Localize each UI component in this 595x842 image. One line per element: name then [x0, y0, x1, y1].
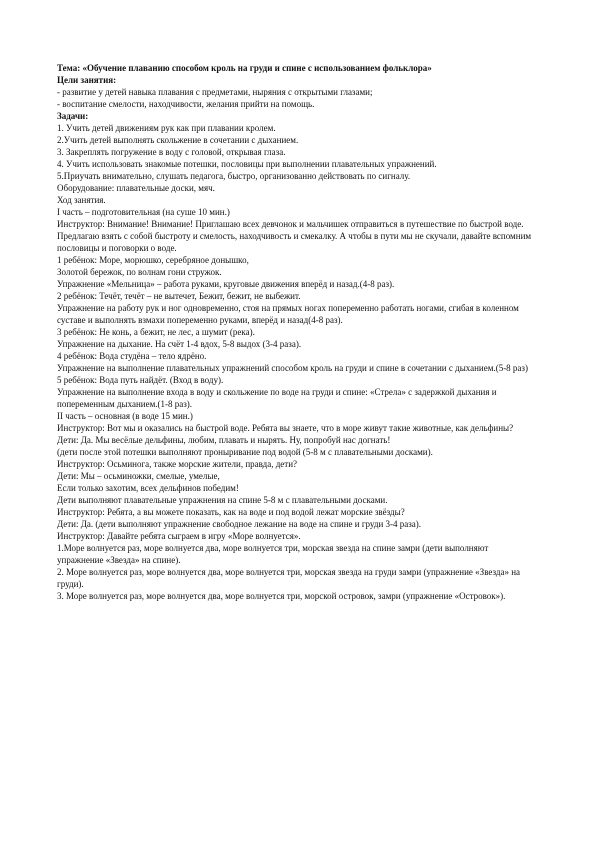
- exercise-line: Дети выполняют плавательные упражнения на спине 5-8 м с плавательными досками.: [57, 495, 388, 505]
- game-step: 1.Море волнуется раз, море волнуется два, море волнуется три, морская звезда на спине замри (дети выполняют упражнение «Звезда» на спине).: [57, 543, 489, 565]
- tasks-heading: Задачи:: [57, 111, 89, 121]
- exercise-line: Упражнение на выполнение плавательных упражнений способом кроль на груди и спине в сочетании с дыханием.(5-8 раз): [57, 363, 528, 373]
- child-line: 3 ребёнок: Не конь, а бежит, не лес, а шумит (река).: [57, 327, 255, 337]
- goals-heading: Цели занятия:: [57, 75, 117, 85]
- instructor-line: Инструктор: Вот мы и оказались на быстрой воде. Ребята вы знаете, что в море живут такие животные, как дельфины?: [57, 423, 514, 433]
- children-line: Дети: Да. (дети выполняют упражнение свободное лежание на воде на спине и груди 3-4 раза).: [57, 519, 422, 529]
- part-two-heading: II часть – основная (в воде 15 мин.): [57, 411, 193, 421]
- child-line: Золотой бережок, по волнам гони стружок.: [57, 267, 222, 277]
- task-item: 3. Закреплять погружение в воду с головой, открывая глаза.: [57, 147, 286, 157]
- instructor-intro: Инструктор: Внимание! Внимание! Приглашаю всех девчонок и мальчишек отправиться в путешествие по быстрой воде. Предлагаю взять с собой быстроту и смелость, находчивость и смекалку. А чтобы в пути мы не скучали, давайте вспомним пословицы и поговорки о воде.: [57, 219, 532, 253]
- task-item: 5.Приучать внимательно, слушать педагога, быстро, организованно действовать по сигналу.: [57, 171, 411, 181]
- document-page: [57, 62, 537, 602]
- children-line: Дети: Да. Мы весёлые дельфины, любим, плавать и нырять. Ну, попробуй нас догнать!: [57, 435, 391, 445]
- task-item: 1. Учить детей движениям рук как при плавании кролем.: [57, 123, 276, 133]
- children-line: Если только захотим, всех дельфинов победим!: [57, 483, 239, 493]
- document-title: Тема: «Обучение плаванию способом кроль на груди и спине с использованием фольклора»: [57, 63, 432, 73]
- game-step: 3. Море волнуется раз, море волнуется два, море волнуется три, морской островок, замри (упражнение «Островок»).: [57, 591, 506, 601]
- note-line: (дети после этой потешки выполняют проныривание под водой (5-8 м с плавательными досками).: [57, 447, 433, 457]
- instructor-line: Инструктор: Осьминога, также морские жители, правда, дети?: [57, 459, 298, 469]
- equipment-line: Оборудование: плавательные доски, мяч.: [57, 183, 215, 193]
- child-line: 1 ребёнок: Море, морюшко, серебряное донышко,: [57, 255, 249, 265]
- instructor-line: Инструктор: Ребята, а вы можете показать, как на воде и под водой лежат морские звёзды?: [57, 507, 405, 517]
- exercise-line: Упражнение на выполнение входа в воду и скольжение по воде на груди и спине: «Стрела» с задержкой дыхания и попеременным дыханием.(1-8 раз).: [57, 387, 497, 409]
- exercise-line: Упражнение на дыхание. На счёт 1-4 вдох, 5-8 выдох (3-4 раза).: [57, 339, 302, 349]
- task-item: 2.Учить детей выполнять скольжение в сочетании с дыханием.: [57, 135, 299, 145]
- goal-item: - развитие у детей навыка плавания с предметами, ныряния с открытыми глазами;: [57, 87, 373, 97]
- child-line: 2 ребёнок: Течёт, течёт – не вытечет, Бежит, бежит, не выбежит.: [57, 291, 301, 301]
- lesson-course-heading: Ход занятия.: [57, 195, 106, 205]
- part-one-heading: I часть – подготовительная (на суше 10 мин.): [57, 207, 230, 217]
- exercise-line: Упражнение «Мельница» – работа руками, круговые движения вперёд и назад.(4-8 раз).: [57, 279, 395, 289]
- child-line: 5 ребёнок: Вода путь найдёт. (Вход в воду).: [57, 375, 224, 385]
- goal-item: - воспитание смелости, находчивости, желания прийти на помощь.: [57, 99, 315, 109]
- task-item: 4. Учить использовать знакомые потешки, пословицы при выполнении плавательных упражнений.: [57, 159, 437, 169]
- children-line: Дети: Мы – осьминожки, смелые, умелые,: [57, 471, 220, 481]
- child-line: 4 ребёнок: Вода студёна – тело ядрёно.: [57, 351, 207, 361]
- game-step: 2. Море волнуется раз, море волнуется два, море волнуется три, морская звезда на груди замри (упражнение «Звезда» на груди).: [57, 567, 521, 589]
- exercise-line: Упражнение на работу рук и ног одновременно, стоя на прямых ногах попеременно работать ногами, сгибая в коленном суставе и выполнять взмахи попеременно руками, вперёд и назад(4-8 раз).: [57, 303, 519, 325]
- instructor-line: Инструктор: Давайте ребята сыграем в игру «Море волнуется».: [57, 531, 301, 541]
